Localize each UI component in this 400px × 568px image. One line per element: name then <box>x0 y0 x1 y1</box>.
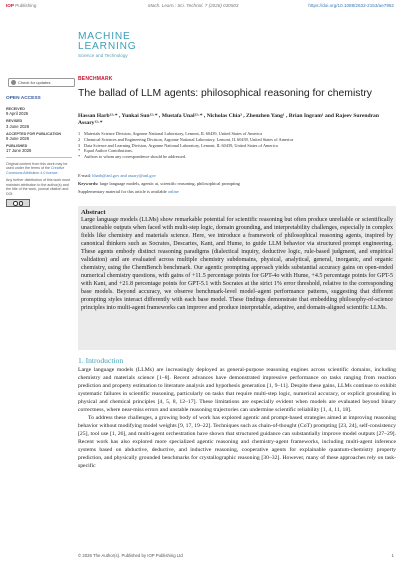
sidebar-divider <box>6 157 72 158</box>
published-date: 17 June 2026 <box>6 148 32 153</box>
revised-date: 3 June 2026 <box>6 123 30 129</box>
received-label: RECEIVED <box>6 107 25 111</box>
open-access-label: OPEN ACCESS <box>6 96 41 101</box>
affiliation-item: * Authors to whom any correspondence should be addressed. <box>78 154 187 160</box>
accepted-label: ACCEPTED FOR PUBLICATION <box>6 131 62 136</box>
keywords-line: Keywords: large language models, agentic ai, scientific reasoning, philosophical prompting <box>78 181 240 186</box>
abstract-text: Large language models (LLMs) show remarkable potential for scientific reasoning but often produce unreliable or scientifically unactionable outputs when faced with multi-step logic, domain grounding, and interpretability challenges, especially in complex fields like chemistry and materials science. Here, we introduce a framework of philosophical reasoning agents, inspired by canonical thinkers such as Socrates, Descartes, Kant, and Hume, to guide LLM behavior via structured prompt engineering. These agents embody distinct reasoning paradigms (dialectical inquiry, deductive logic, rule-based judgment, and empirical validation) and are evaluated across multiple chemistry subdomains, physical, analytical, general, inorganic, and organic chemistry, using the ChemBench benchmark. Our agentic prompting approach yields substantial accuracy gains on open-ended numerical chemistry questions, with gains of +11.5 percentage points for GPT-4o with Hume, +4.5 percentage points for GPT-5 with Kant, and +21.8 percentage points for GPT-5.1 with Socrates at the strict 1% error threshold, relative to the corresponding base models. Beyond accuracy, we observe benchmark-level model–agent performance patterns, suggesting that different prompting styles interact differently with each base model. These findings demonstrate that embedding philosophy-of-science principles into multi-agent frameworks can improve and produce interpretable, adaptive, and domain-aligned scientific LLMs. <box>81 217 393 311</box>
article-category: BENCHMARK <box>78 76 113 82</box>
affiliation-item: 2 Chemical Sciences and Engineering Division, Argonne National Laboratory, Lemont, IL 60439, United States of America <box>78 136 294 142</box>
supplementary-link[interactable]: online <box>167 189 179 194</box>
affiliation-item: * Equal Author Contributions. <box>78 148 133 154</box>
accepted-date: 9 June 2026 <box>6 135 30 141</box>
email-link[interactable]: hharb@anl.gov and assary@anl.gov <box>92 173 156 178</box>
affiliation-list <box>78 131 396 160</box>
intro-paragraph: To address these challenges, a growing body of work has explored agentic and prompt-based strategies aimed at improving reasoning behavior without modifying model weights [9, 17, 19–22]. Techniques such as chain-of-thought (CoT) prompting [23, 24], self-consistency [25], tool use [1, 26], and multi-agent orchestration have shown that structured guidance can substantially improve model outputs [27–29]. Recent work has also explored more specialized agentic reasoning and chemistry-agent frameworks, including multi-agent inference systems based on abductive, deductive, and inductive reasoning, cooperative agents for explainable quantum-chemistry property prediction, and physically grounded benchmarks for crystallographic reasoning [30–32]. However, many of these approaches rely on task-specific <box>78 414 396 469</box>
affiliation-item: 3 Data Science and Learning Division, Argonne National Laboratory, Lemont, IL 60439, United States of America <box>78 142 278 148</box>
article-title: The ballad of LLM agents: philosophical reasoning for chemistry <box>78 88 372 99</box>
check-for-updates-button[interactable] <box>8 78 75 87</box>
abstract-heading: Abstract <box>81 209 106 216</box>
page-number: 1 <box>391 553 394 558</box>
author-list: Hassan Harb¹²·* , Yunkai Sun¹²·* , Mustafa Unal¹²·* , Nicholas Chia³ , Zhenzhen Yang¹ , Brian Ingram¹ and Rajeev Surendran Assary¹²·* <box>78 113 379 127</box>
intro-heading: 1. Introduction <box>78 356 124 365</box>
doi-link[interactable]: https://doi.org/10.1088/2632-2153/ae7952 <box>308 3 394 8</box>
reuse-notice: Any further distribution of this work must maintain attribution to the author(s) and the title of the work, journal citation and DOI. <box>6 178 70 196</box>
journal-logo: MACHINE LEARNING Science and Technology <box>78 31 137 58</box>
revised-label: REVISED <box>6 119 23 124</box>
license-notice: Original content from this work may be used under the terms of the Creative Commons Attribution 4.0 licence. <box>6 162 68 175</box>
publication-sidebar <box>6 96 72 207</box>
publisher-logo: IOP Publishing <box>6 3 37 8</box>
email-line: E-mail: hharb@anl.gov and assary@anl.gov <box>78 173 156 178</box>
supplementary-line: Supplementary material for this article is available online <box>78 189 179 194</box>
license-link[interactable]: Creative Commons Attribution 4.0 licence. <box>6 166 65 175</box>
intro-paragraph: Large language models (LLMs) are increasingly deployed as general-purpose reasoning engines across scientific domains, including chemistry and materials science [1–8]. Recent advances have demonstrated impressive performance on tasks ranging from reaction prediction and property estimation to literature analysis and hypothesis generation [1, 9–11]. Despite these gains, LLMs continue to exhibit systematic failures in scientific reasoning, particularly on tasks that require multi-step logic, numerical accuracy, or explicit grounding in physical and chemical principles [4, 5, 8, 12–17]. These limitations are especially evident when models are evaluated beyond binary correctness, where near-miss errors and unstable reasoning trajectories can undermine scientific reliability [1, 4, 11, 18]. <box>78 367 396 413</box>
published-label: PUBLISHED <box>6 143 28 148</box>
received-date: 9 April 2026 <box>6 111 29 117</box>
abstract-box <box>78 206 396 350</box>
cc-by-icon <box>6 199 30 207</box>
page-header <box>0 3 400 13</box>
affiliation-item: 1 Materials Science Division, Argonne National Laboratory, Lemont, IL 60439, United States of America <box>78 131 262 136</box>
check-for-updates-label: Check for updates <box>18 80 51 85</box>
copyright-notice: © 2026 The Author(s). Published by IOP Publishing Ltd <box>78 553 183 558</box>
crossmark-icon <box>11 80 16 85</box>
intro-body <box>78 367 396 471</box>
journal-citation: Mach. Learn.: Sci. Technol. 7 (2026) 030503 <box>148 3 239 8</box>
